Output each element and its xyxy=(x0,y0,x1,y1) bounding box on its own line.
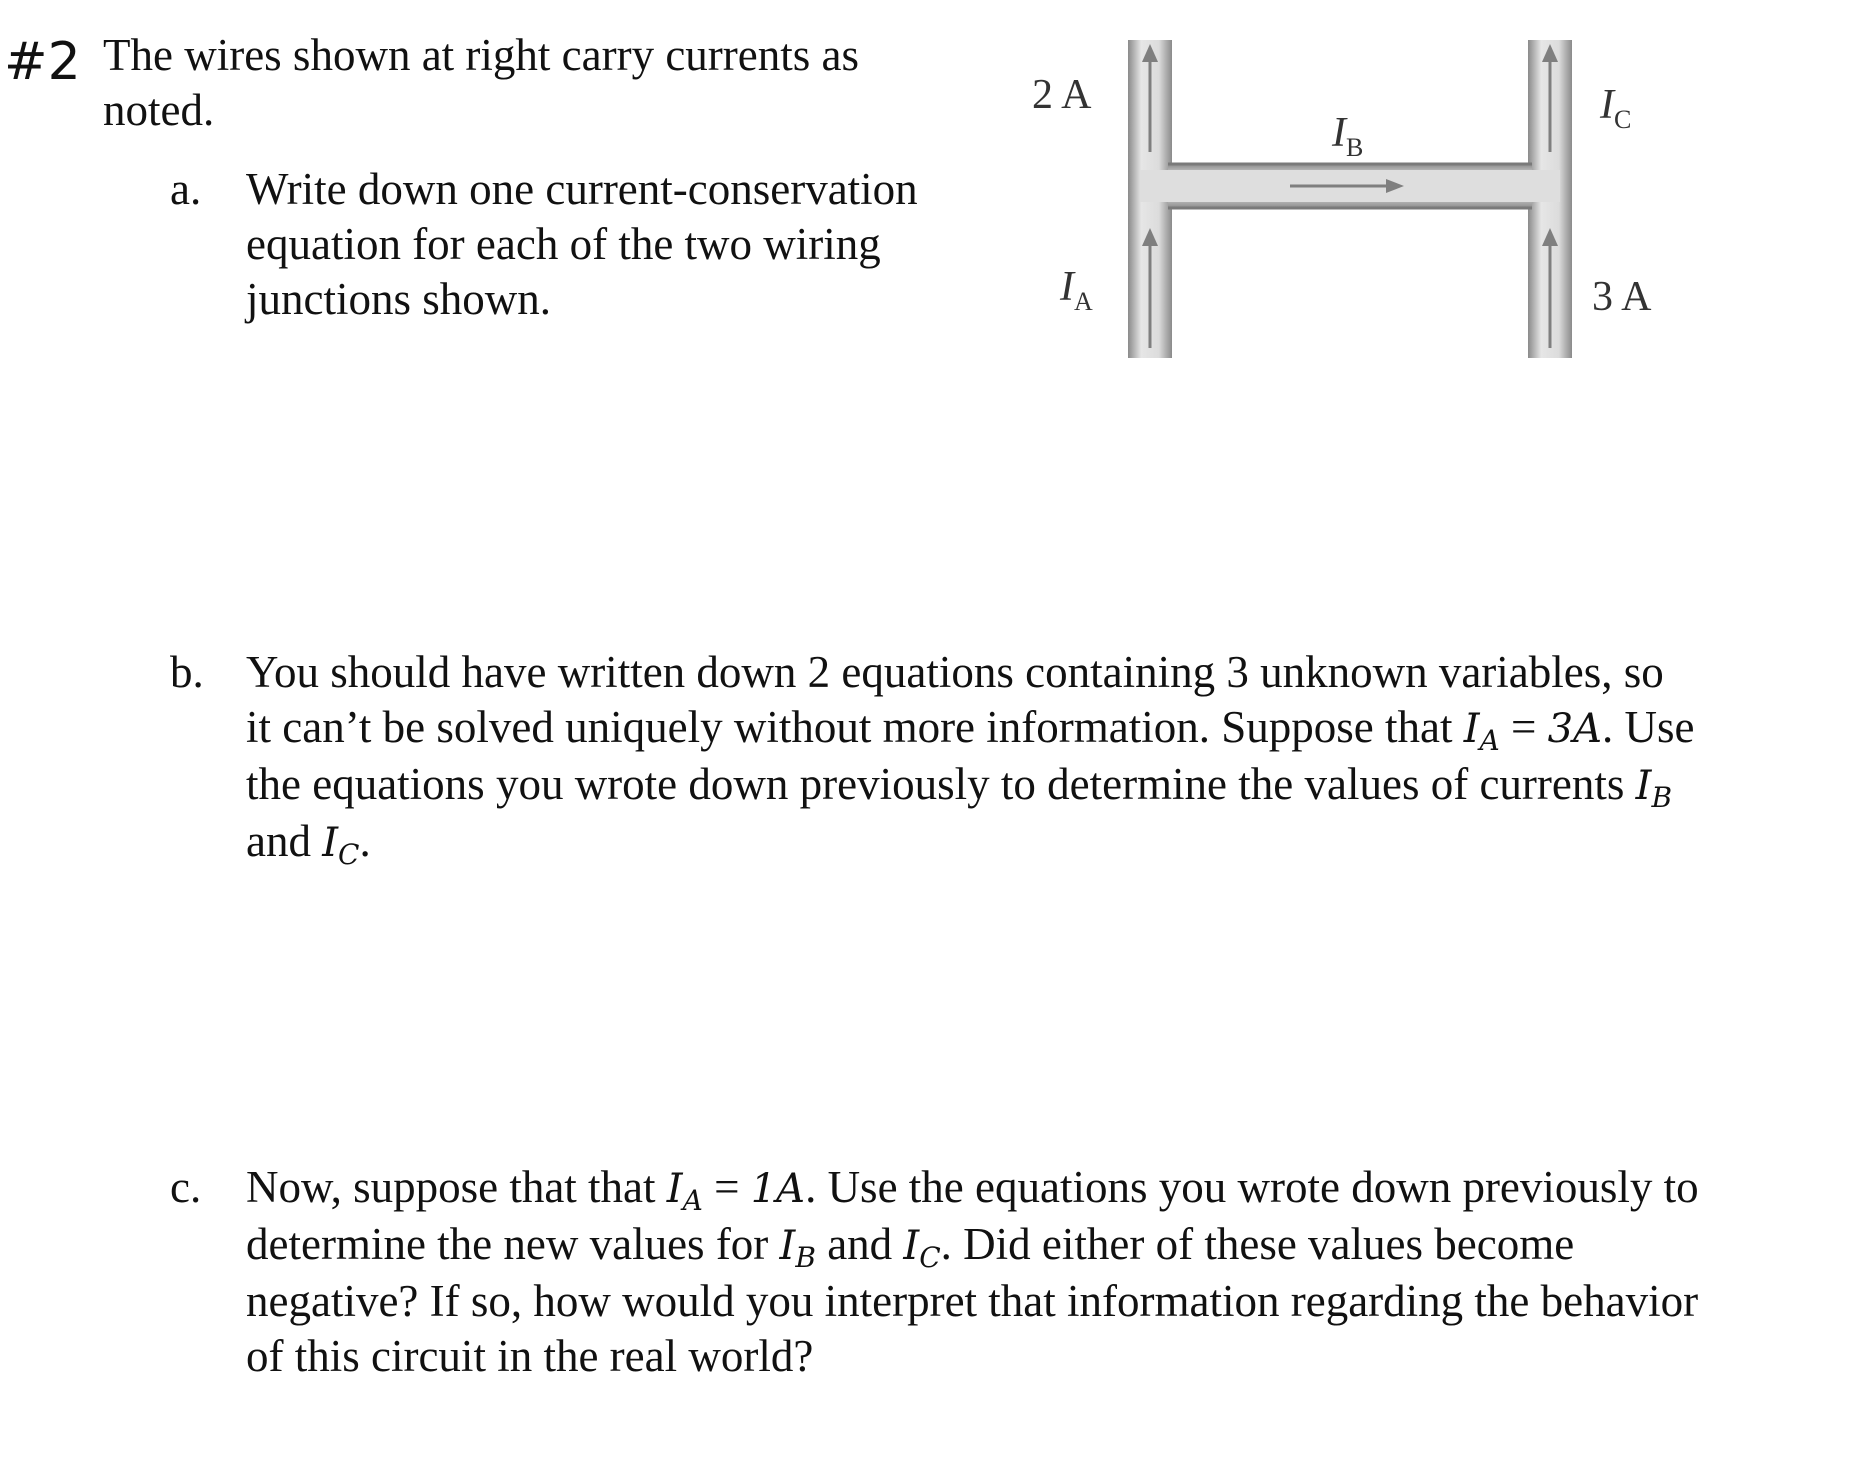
var-ib: $I_B$ xyxy=(1635,763,1673,814)
problem-number: #2 xyxy=(4,32,81,92)
current-label-3a: 3 A xyxy=(1592,274,1652,320)
current-label-2a: 2 A xyxy=(1032,72,1092,118)
current-label-ia: $I_A$ xyxy=(1060,264,1093,316)
current-label-ic: $I_C$ xyxy=(1600,82,1632,134)
wire-junction-figure xyxy=(1000,28,1700,368)
part-a-label: a. xyxy=(170,164,202,214)
part-a-text: Write down one current-conservation equation for each of the two wiring junctions shown. xyxy=(246,164,918,324)
var-ia: $I_A$ xyxy=(1463,706,1500,757)
var-ia: $I_A$ xyxy=(666,1166,703,1217)
var-ic: $I_C$ xyxy=(322,820,360,871)
var-ic: $I_C$ xyxy=(903,1223,941,1274)
part-b-text: You should have written down 2 equations containing 3 unknown variables, so it can’t be solved uniquely without more information. Suppose that $I_A = 3A$. Use the equations you wrote down previously to determine the values of currents $I_B$ and $I_C$. xyxy=(246,647,1695,871)
current-label-ib: $I_B$ xyxy=(1332,110,1364,162)
problem-intro: The wires shown at right carry currents as noted. xyxy=(103,30,859,135)
part-c-label: c. xyxy=(170,1162,202,1212)
part-c-text: Now, suppose that that $I_A = 1A$. Use the equations you wrote down previously to determine the new values for $I_B$ and $I_C$. Did either of these values become negative? If so, how would you interpret that information regarding the behavior of this circuit in the real world? xyxy=(246,1162,1699,1381)
part-b-label: b. xyxy=(170,647,204,697)
var-ib: $I_B$ xyxy=(779,1223,816,1274)
